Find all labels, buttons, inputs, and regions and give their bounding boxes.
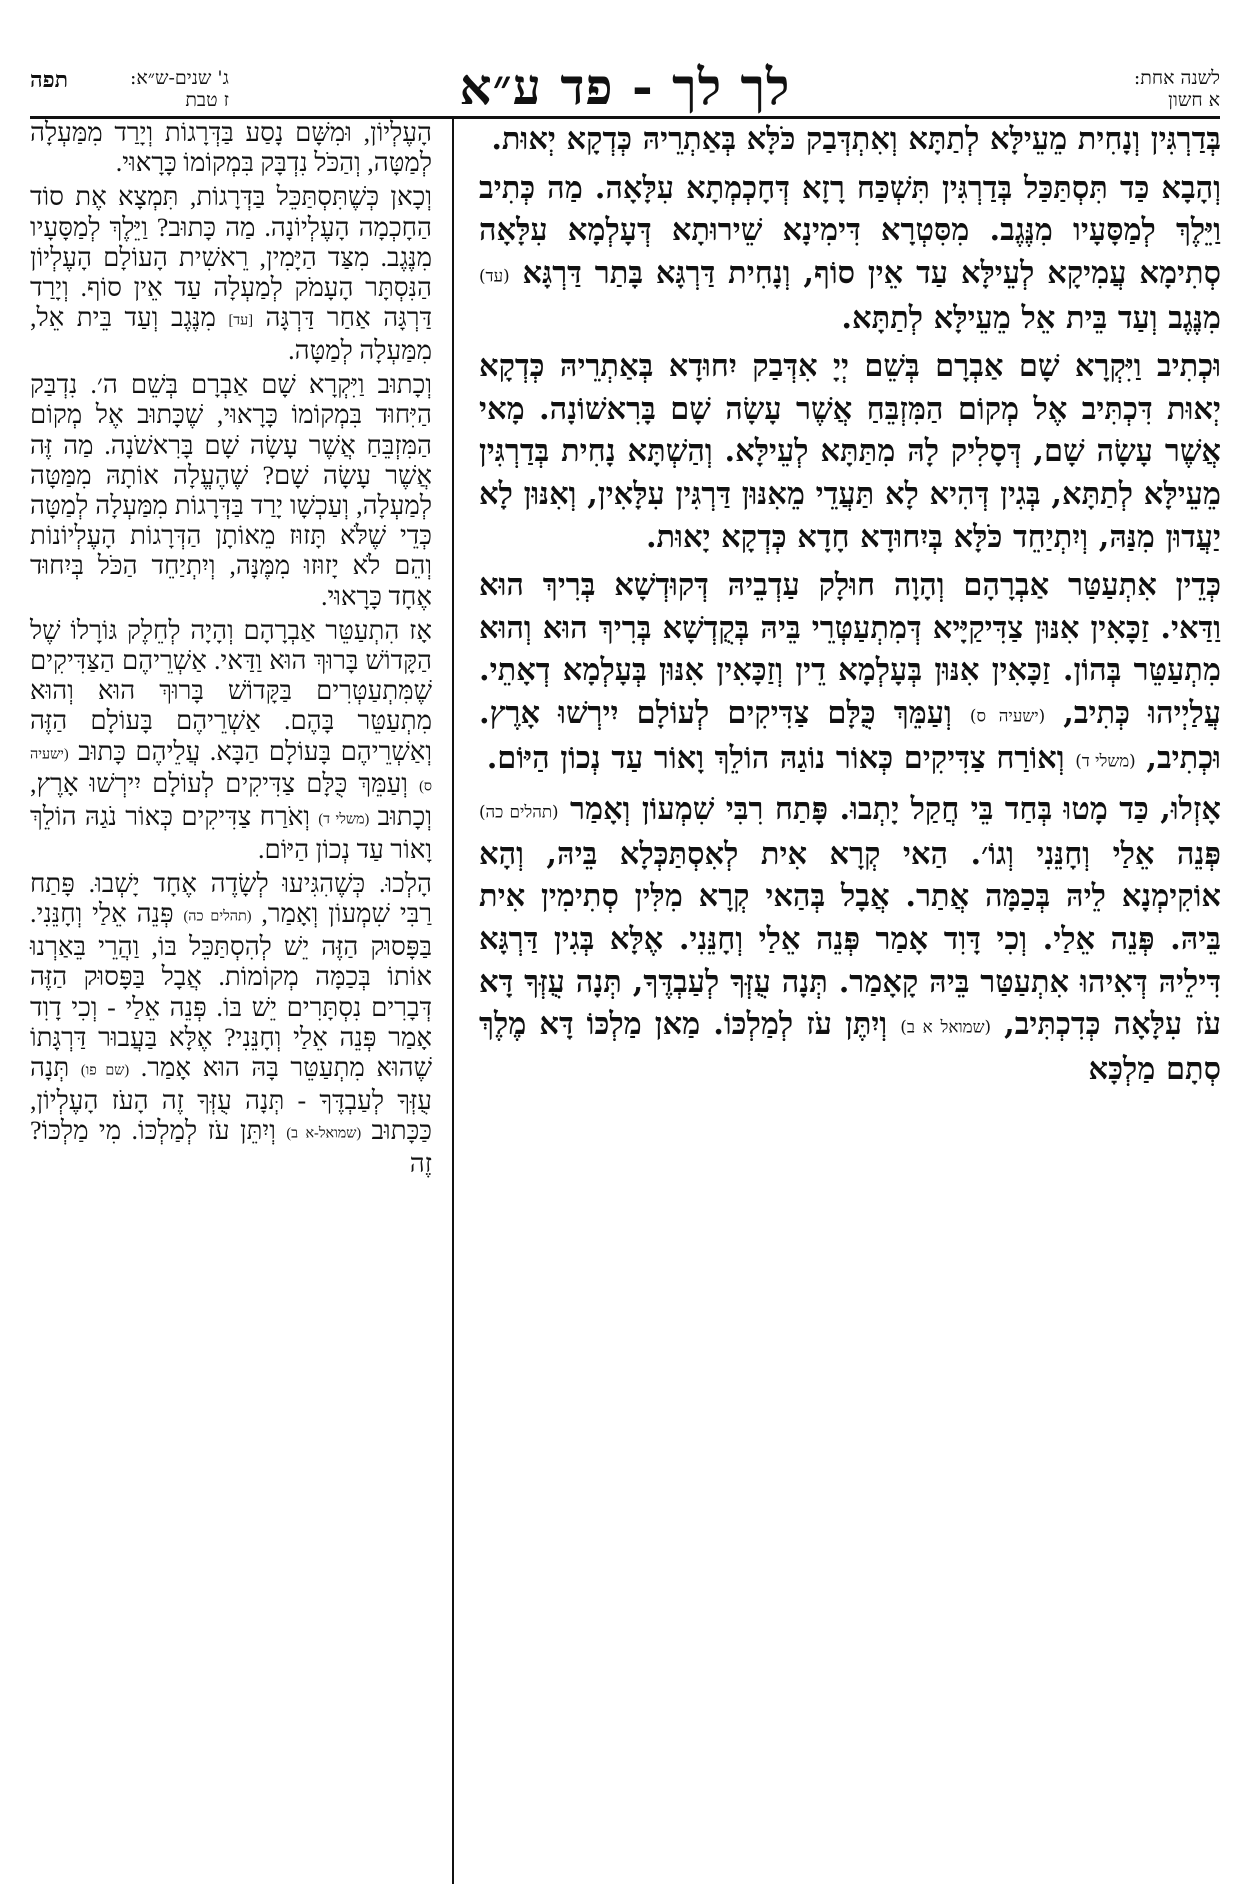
- page-title: לך לך - פד ע״א: [459, 57, 791, 116]
- main-paragraph: בְּדַרְגִּין וְנָחִית מֵעֵילָּא לְתַתָּא וְאִתְדְּבַק כֹּלָּא בְּאַתְרֵיהּ כְּדְקָא יְאוּת.: [491, 121, 1221, 157]
- page-number: תפה: [30, 67, 69, 93]
- header-date-left: [130, 67, 229, 111]
- side-paragraph: אָז הִתְעַטֵּר אַבְרָהָם וְהָיָה לְחֵלֶק גּוֹרָלוֹ שֶׁל הַקָּדוֹשׁ בָּרוּךְ הוּא וַדַּאי. אַשְׁרֵיהֶם הַצַּדִּיקִים שֶׁמִּתְעַטְּרִים בַּקָּדוֹשׁ בָּרוּךְ הוּא וְהוּא מִתְעַטֵּר בָּהֶם. אַשְׁרֵיהֶם בָּעוֹלָם הַזֶּה וְאַשְׁרֵיהֶם בָּעוֹלָם הַבָּא. עֲלֵיהֶם כָּתוּב (ישעיה ס) וְעַמֵּךְ כֻּלָּם צַדִּיקִים לְעוֹלָם יִירְשׁוּ אָרֶץ, וְכָתוּב (משלי ד) וְאֹרַח צַדִּיקִים כְּאוֹר נֹגַהּ הוֹלֵךְ וָאוֹר עַד נְכוֹן הַיּוֹם.: [30, 615, 433, 864]
- side-paragraph: וְכָתוּב וַיִּקְרָא שָׁם אַבְרָם בְּשֵׁם ה׳. נִדְבַּק הַיִּחוּד בִּמְקוֹמוֹ כָּרָאוּי, שֶׁכָּתוּב אֶל מְקוֹם הַמִּזְבֵּחַ אֲשֶׁר עָשָׂה שָׁם בָּרִאשֹׁנָה. מַה זֶּה אֲשֶׁר עָשָׂה שָׁם? שֶׁהֶעֱלָה אוֹתָהּ מִמַּטָּה לְמַעְלָה, וְעַכְשָׁו יָרַד בַּדְּרָגוֹת מִמַּעְלָה לְמַטָּה כְּדֵי שֶׁלֹּא תָּזוּז מֵאוֹתָן הַדְּרָגוֹת הָעֶלְיוֹנוֹת וְהֵם לֹא יָזוּזוּ מִמֶּנָּה, וְיִתְיַחֵד הַכֹּל בְּיִחוּד אֶחָד כָּרָאוּי.: [30, 370, 432, 611]
- header-schedule-one-year: לשנה אחת:: [1133, 67, 1220, 89]
- citation: (ישעיה ס): [30, 746, 432, 795]
- citation: (שם פו): [80, 1062, 130, 1079]
- aramaic-text-column: [479, 118, 1221, 1097]
- side-paragraph: וְכָאן כְּשֶׁתִּסְתַּכֵּל בַּדְּרָגוֹת, תִּמְצָא אֶת סוֹד הַחָכְמָה הָעֶלְיוֹנָה. מַה כָּתוּב? וַיֵּלֶךְ לְמַסָּעָיו מִנֶּגֶב. מִצַּד הַיָּמִין, רֵאשִׁית הָעוֹלָם הָעֶלְיוֹן הַנִּסְתָּר הָעָמֹק לְמַעְלָה עַד אֵין סוֹף. וְיָרַד דַּרְגָּה אַחַר דַּרְגָּה [עד] מִנֶּגֶב וְעַד בֵּית אֵל, מִמַּעְלָה לְמַטָּה.: [30, 182, 433, 365]
- main-paragraph: כְּדֵין אִתְעַטַּר אַבְרָהָם וְהָוָה חוּלָק עַדְבֵיהּ דְּקוּדְשָׁא בְּרִיךְ הוּא וַדַּאי. זַכָּאִין אִנּוּן צַדִּיקַיָּיא דְּמִתְעַטְּרֵי בֵּיהּ בְּקֻדְשָׁא בְּרִיךְ הוּא וְהוּא מִתְעַטֵּר בְּהוֹן. זַכָּאִין אִנּוּן בְּעָלְמָא דֵין וְזַכָּאִין אִנּוּן בְּעָלְמָא דְאָתֵי. עֲלַיְיהוּ כְּתִיב, (ישעיה ס) וְעַמֵּךְ כֻּלָּם צַדִּיקִים לְעוֹלָם יִירְשׁוּ אָרֶץ. וּכְתִיב, (משלי ד) וְאוֹרַח צַדִּיקִים כְּאוֹר נוֹגַהּ הוֹלֵךְ וָאוֹר עַד נְכוֹן הַיּוֹם.: [479, 567, 1222, 776]
- header-date-three-years: ז טבת: [185, 89, 229, 111]
- citation: (תהלים כה): [183, 908, 252, 925]
- hebrew-translation-column: [30, 118, 432, 1183]
- citation: [עד]: [228, 312, 253, 329]
- side-paragraph: הָלְכוּ. כְּשֶׁהִגִּיעוּ לְשָׂדֶה אֶחָד יָשְׁבוּ. פָּתַח רַבִּי שִׁמְעוֹן וְאָמַר, (תהלים כה) פְּנֵה אֵלַי וְחָנֵּנִי. בַּפָּסוּק הַזֶּה יֵשׁ לְהִסְתַּכֵּל בּוֹ, וַהֲרֵי בֵּאַרְנוּ אוֹתוֹ בְּכַמָּה מְקוֹמוֹת. אֲבָל בַּפָּסוּק הַזֶּה דְּבָרִים נִסְתָּרִים יֵשׁ בּוֹ. פְּנֵה אֵלַי - וְכִי דָוִד אָמַר פְּנֵה אֵלַי וְחָנֵּנִי? אֶלָּא בַּעֲבוּר דַּרְגָּתוֹ שֶׁהוּא מִתְעַטֵּר בָּהּ הוּא אָמַר. (שם פו) תְּנָה עֻזְּךָ לְעַבְדֶּךָ - תְּנָה עֻזְּךָ זֶה הָעֹז הָעֶלְיוֹן, כַּכָּתוּב (שמואל-א ב) וְיִתֵּן עֹז לְמַלְכּוֹ. מִי מַלְכּוֹ? זֶה: [30, 869, 433, 1178]
- page-header: [30, 55, 1220, 115]
- main-paragraph: וּכְתִיב וַיִּקְרָא שָׁם אַבְרָם בְּשֵׁם יְיָ אִדְּבַק יִחוּדָא בְּאַתְרֵיהּ כְּדְקָא יְאוּת דִּכְתִּיב אֶל מְקוֹם הַמִּזְבֵּחַ אֲשֶׁר עָשָׂה שָׁם בָּרִאשׁוֹנָה. מָאי אֲשֶׁר עָשָׂה שָׁם, דְּסָלִיק לָהּ מִתַּתָּא לְעֵילָּא. וְהַשְׁתָּא נָחִית בְּדַרְגִּין מֵעֵילָּא לְתַתָּא, בְּגִין דְּהִיא לָא תַּעֲדֵי מֵאִנּוּן דַּרְגִּין עִלָּאִין, וְאִנּוּן לָא יַעֲדוּן מִנַּהּ, וְיִתְיַחֵד כֹּלָּא בְּיִחוּדָא חָדָא כְּדְקָא יָאוּת.: [479, 348, 1221, 555]
- citation: (שמואל-א ב): [286, 1125, 362, 1142]
- citation: (שמואל א ב): [900, 1016, 992, 1037]
- citation: (עד): [479, 265, 510, 286]
- main-paragraph: אָזְלוּ, כַּד מָטוּ בְּחַד בֵּי חֲקַל יָתְבוּ. פָּתַח רִבִּי שִׁמְעוֹן וְאָמַר (תהלים כה) פְּנֵה אֵלַי וְחָנֵּנִי וְגוֹ׳. הַאי קְרָא אִית לְאִסְתַּכְּלָא בֵּיהּ, וְהָא אוֹקִימְנָא לֵיהּ בְּכַמָּה אֲתַר. אֲבָל בְּהַאי קְרָא מִלִּין סְתִימִין אִית בֵּיהּ. פְּנֵה אֵלַי. וְכִי דָּוִד אָמַר פְּנֵה אֵלַי וְחָנֵּנִי. אֶלָּא בְּגִין דַּרְגָּא דִּילֵיהּ דְּאִיהוּ אִתְעַטַּר בֵּיהּ קָאָמַר. תְּנָה עֻזְּךָ לְעַבְדֶּךָ, תְּנָה עֻזְּךָ דָּא עֹז עִלָּאָה כְּדִכְתִּיב, (שמואל א ב) וְיִתֶּן עֹז לְמַלְכּוֹ. מַאן מַלְכּוֹ דָּא מֶלֶךְ סְתָם מַלְכָּא: [479, 790, 1222, 1088]
- citation: (תהלים כה): [479, 801, 559, 822]
- header-date-one-year: א חשון: [1168, 89, 1220, 111]
- citation: (משלי ד): [1075, 750, 1136, 771]
- side-paragraph: הָעֶלְיוֹן, וּמִשָּׁם נָסַע בַּדְּרָגוֹת וְיָרַד מִמַּעְלָה לְמַטָּה, וְהַכֹּל נִדְבָּק בִּמְקוֹמוֹ כָּרָאוּי.: [30, 118, 432, 178]
- column-divider: [452, 118, 454, 1884]
- citation: (ישעיה ס): [969, 705, 1046, 726]
- citation: (משלי ד): [318, 811, 370, 828]
- header-schedule-three-years: ג' שנים-ש״א:: [130, 67, 229, 89]
- main-paragraph: וְהָבָא כַּד תִּסְתַּכַּל בְּדַרְגִּין תִּשְׁכַּח רָזָא דְּחָכְמְתָא עִלָּאָה. מַה כְּתִיב וַיֵּלֶךְ לְמַסָּעָיו מִנֶּגֶב. מִסִּטְרָא דִּימִינָא שֵׁירוּתָא דְּעָלְמָא עִלָּאָה סְתִימָא עֲמִיקָא לְעֵילָּא עַד אֵין סוֹף, וְנָחִית דַּרְגָּא בָּתַר דַּרְגָּא (עד) מִנֶּגֶב וְעַד בֵּית אֵל מֵעֵילָּא לְתַתָּא.: [479, 169, 1221, 336]
